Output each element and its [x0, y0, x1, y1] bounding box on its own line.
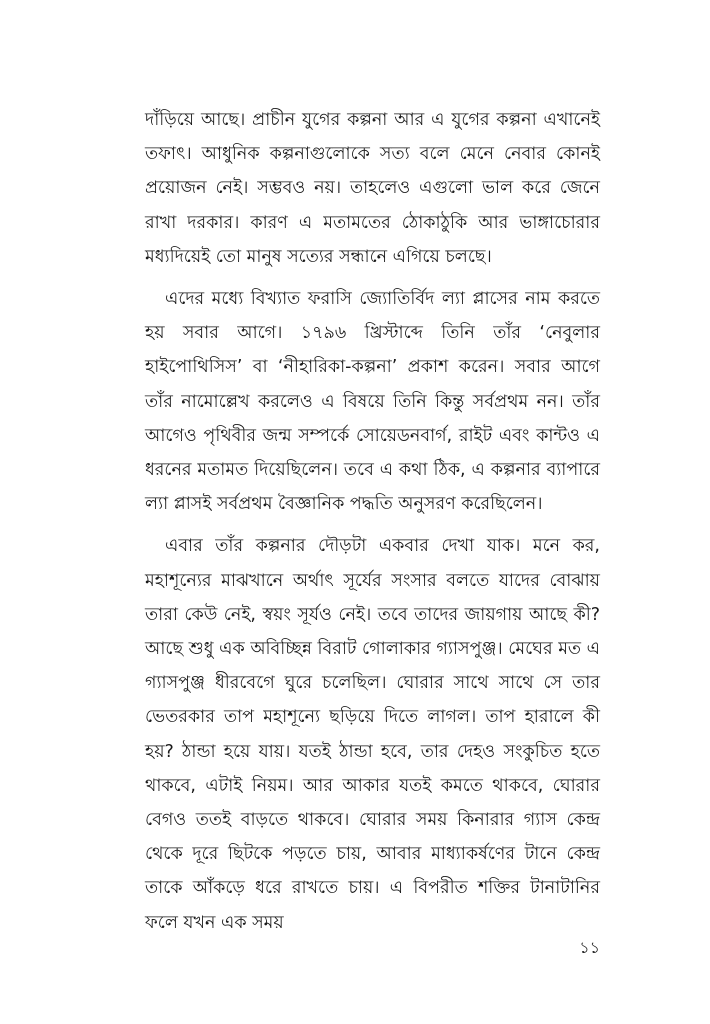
- paragraph-la-place: এদের মধ্যে বিখ্যাত ফরাসি জ্যোতির্বিদ ল্যা প্লাসের নাম করতে হয় সবার আগে। ১৭৯৬ খ্রিস্টাব্দে তিনি তাঁর ‘নেবুলার হাইপোথিসিস’ বা ‘নীহারিকা-কল্পনা’ প্রকাশ করেন। সবার আগে তাঁর নামোল্লেখ করলেও এ বিষয়ে তিনি কিন্তু সর্বপ্রথম নন। তাঁর আগেও পৃথিবীর জন্ম সম্পর্কে সোয়েডনবার্গ, রাইট এবং কান্টও এ ধরনের মতামত দিয়েছিলেন। তবে এ কথা ঠিক, এ কল্পনার ব্যাপারে ল্যা প্লাসই সর্বপ্রথম বৈজ্ঞানিক পদ্ধতি অনুসরণ করেছিলেন।: [145, 289, 600, 515]
- page-number: ১১: [579, 938, 600, 957]
- paragraph-nebula-theory: এবার তাঁর কল্পনার দৌড়টা একবার দেখা যাক। মনে কর, মহাশূন্যের মাঝখানে অর্থাৎ সূর্যের সংসার বলতে যাদের বোঝায় তারা কেউ নেই, স্বয়ং সূর্যও নেই। তবে তাদের জায়গায় আছে কী? আছে শুধু এক অবিচ্ছিন্ন বিরাট গোলাকার গ্যাসপুঞ্জ। মেঘের মত এ গ্যাসপুঞ্জ ধীরবেগে ঘুরে চলেছিল। ঘোরার সাথে সাথে সে তার ভেতরকার তাপ মহাশূন্যে ছড়িয়ে দিতে লাগল। তাপ হারালে কী হয়? ঠান্ডা হয়ে যায়। যতই ঠান্ডা হবে, তার দেহও সংকুচিত হতে থাকবে, এটাই নিয়ম। আর আকার যতই কমতে থাকবে, ঘোরার বেগও ততই বাড়তে থাকবে। ঘোরার সময় কিনারার গ্যাস কেন্দ্র থেকে দূরে ছিটকে পড়তে চায়, আবার মাধ্যাকর্ষণের টানে কেন্দ্র তাকে আঁকড়ে ধরে রাখতে চায়। এ বিপরীত শক্তির টানাটানির ফলে যখন এক সময়: [145, 536, 600, 933]
- body-text: [145, 103, 600, 948]
- paragraph-continuation: দাঁড়িয়ে আছে। প্রাচীন যুগের কল্পনা আর এ যুগের কল্পনা এখানেই তফাৎ। আধুনিক কল্পনাগুলোকে সত্য বলে মেনে নেবার কোনই প্রয়োজন নেই। সম্ভবও নয়। তাহলেও এগুলো ভাল করে জেনে রাখা দরকার। কারণ এ মতামতের ঠোকাঠুকি আর ভাঙ্গাচোরার মধ্যদিয়েই তো মানুষ সত্যের সন্ধানে এগিয়ে চলছে।: [145, 110, 600, 267]
